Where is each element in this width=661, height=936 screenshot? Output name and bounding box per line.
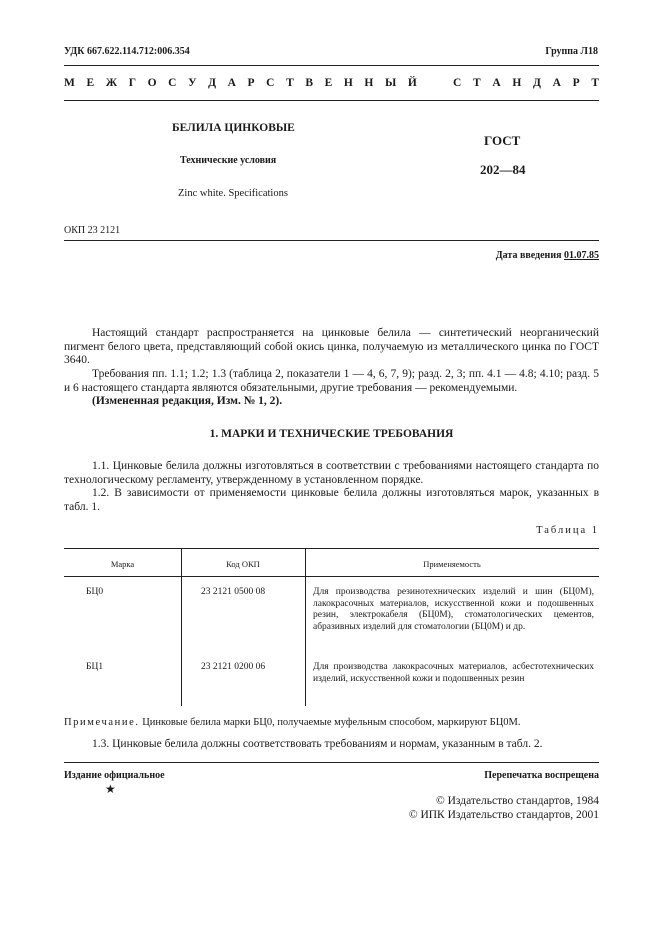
table-row-2-code: 23 2121 0200 06 — [201, 662, 266, 672]
english-title: Zinc white. Specifications — [178, 188, 288, 199]
title-letter: В — [305, 77, 313, 89]
standard-subtitle: Технические условия — [180, 155, 277, 166]
interstate-title — [64, 77, 599, 89]
title-letter: Р — [572, 77, 580, 89]
title-letter: Н — [512, 77, 522, 89]
amendment-note: (Измененная редакция, Изм. № 1, 2). — [92, 395, 283, 407]
copyright-2001: © ИПК Издательство стандартов, 2001 — [408, 809, 599, 821]
title-letter: Т — [591, 77, 599, 89]
star-icon: ★ — [105, 782, 116, 796]
table-top-rule — [64, 548, 599, 549]
copyright-1984: © Издательство стандартов, 1984 — [435, 795, 599, 807]
udk-code: УДК 667.622.114.712:006.354 — [64, 46, 190, 57]
okp-rule — [64, 240, 599, 241]
table-header-rule — [64, 576, 599, 577]
title-letter: Р — [247, 77, 255, 89]
intro-date-value: 01.07.85 — [564, 250, 599, 261]
title-letter: С — [453, 77, 462, 89]
title-letter: У — [188, 77, 197, 89]
note-label: Примечание. — [64, 717, 140, 728]
group-code: Группа Л18 — [545, 46, 598, 57]
title-letter: А — [227, 77, 236, 89]
reprint-prohibited: Перепечатка воспрещена — [484, 770, 599, 781]
title-letter: Т — [473, 77, 481, 89]
paragraph-1-2: 1.2. В зависимости от применяемости цинковые белила должны изготовляться марок, указанных в табл. 1. — [64, 487, 599, 513]
official-edition: Издание официальное — [64, 770, 165, 781]
table-col-divider-2 — [305, 548, 306, 706]
title-letter: О — [147, 77, 157, 89]
footer-rule — [64, 762, 599, 763]
title-letter: Д — [208, 77, 217, 89]
interstate-word-2 — [453, 77, 599, 89]
title-letter: Н — [343, 77, 353, 89]
table-col-divider-1 — [181, 548, 182, 706]
section-1-heading: 1. МАРКИ И ТЕХНИЧЕСКИЕ ТРЕБОВАНИЯ — [209, 428, 454, 440]
title-letter: Й — [407, 77, 417, 89]
paragraph-1-3: 1.3. Цинковые белила должны соответствовать требованиям и нормам, указанным в табл. 2. — [92, 738, 543, 750]
title-letter: Н — [364, 77, 374, 89]
title-letter: Е — [86, 77, 95, 89]
title-letter: Ж — [105, 77, 118, 89]
table-row-2-mark: БЦ1 — [86, 662, 104, 672]
title-letter: С — [168, 77, 177, 89]
intro-date-label: Дата введения — [495, 250, 562, 261]
table-row-1-code: 23 2121 0500 08 — [201, 587, 266, 597]
table-row-1-use: Для производства резинотехнических изделий и шин (БЦ0М), лакокрасочных материалов, искусственной кожи и подошвенных резин, электрокабеля (БЦ0М), стоматологических цементов, абразивных изделий для стоматологии (БЦ0М) и др. — [313, 587, 594, 632]
title-letter: А — [552, 77, 561, 89]
table-header-use: Применяемость — [423, 559, 481, 569]
title-letter: М — [64, 77, 75, 89]
title-letter: Д — [533, 77, 541, 89]
title-letter: С — [266, 77, 275, 89]
title-letter: Ы — [384, 77, 397, 89]
intro-date — [496, 250, 599, 261]
table-header-code: Код ОКП — [226, 559, 260, 569]
gost-label: ГОСТ — [484, 133, 521, 148]
intro-paragraph-2: Требования пп. 1.1; 1.2; 1.3 (таблица 2, показатели 1 — 4, 6, 7, 9); разд. 2, 3; пп. 4.1 — 4.8; 4.10; разд. 5 и 6 настоящего стандарта являются обязательными, другие требования — рекомендуемыми. — [64, 368, 599, 394]
paragraph-1-1: 1.1. Цинковые белила должны изготовляться в соответствии с требованиями настоящего стандарта по технологическому регламенту, утвержденному в установленном порядке. — [64, 460, 599, 486]
title-letter: А — [492, 77, 501, 89]
title-letter: Г — [128, 77, 137, 89]
table-row-2-use: Для производства лакокрасочных материалов, асбестотехнических изделий, искусственной кожи и подошвенных резин — [313, 662, 594, 684]
note-text: Цинковые белила марки БЦ0, получаемые муфельным способом, маркируют БЦ0М. — [142, 717, 521, 728]
header-rule — [64, 65, 599, 66]
title-rule — [64, 100, 599, 101]
title-letter: Т — [286, 77, 294, 89]
standard-title: БЕЛИЛА ЦИНКОВЫЕ — [172, 122, 295, 134]
intro-paragraph-1: Настоящий стандарт распространяется на цинковые белила — синтетический неорганический пигмент белого цвета, представляющий собой окись цинка, получаемую из металлического цинка по ГОСТ 3640. — [64, 327, 599, 366]
table-row-1-mark: БЦ0 — [86, 587, 104, 597]
okp-code: ОКП 23 2121 — [64, 225, 121, 236]
interstate-word-1 — [64, 77, 417, 89]
title-letter: Е — [324, 77, 333, 89]
table-1-caption: Таблица 1 — [536, 525, 599, 536]
gost-number: 202—84 — [480, 162, 526, 177]
table-note — [64, 717, 604, 728]
table-header-mark: Марка — [110, 559, 135, 569]
